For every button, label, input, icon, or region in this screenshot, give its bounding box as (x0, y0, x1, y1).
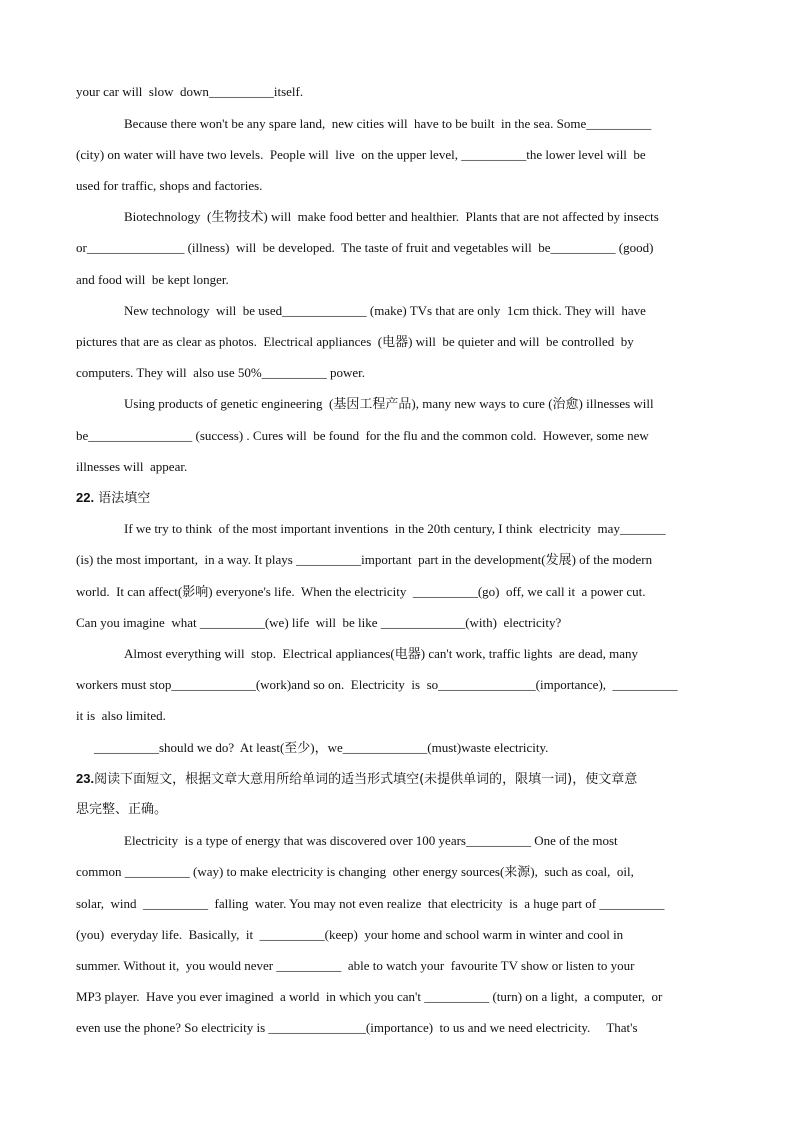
section-23-heading (76, 771, 637, 787)
passage-line: Electricity is a type of energy that was discovered over 100 years__________ One of the most (124, 833, 618, 848)
passage-line: New technology will be used_____________ (make) TVs that are only 1cm thick. They will have (124, 303, 646, 318)
passage-line: illnesses will appear. (76, 459, 188, 474)
passage-line: or_______________ (illness) will be developed. The taste of fruit and vegetables will be__________ (good) (76, 240, 654, 255)
passage-line: pictures that are as clear as photos. Electrical appliances (电器) will be quieter and will be controlled by (76, 334, 634, 349)
passage-line: world. It can affect(影响) everyone's life. When the electricity __________(go) off, we call it a power cut. (76, 584, 646, 599)
passage-line: Biotechnology (生物技术) will make food better and healthier. Plants that are not affected by insects (124, 209, 659, 224)
passage-line: solar, wind __________ falling water. You may not even realize that electricity is a huge part of __________ (76, 896, 665, 911)
section-22-heading (76, 490, 150, 506)
passage-line: your car will slow down__________itself. (76, 84, 304, 99)
passage-line: If we try to think of the most important inventions in the 20th century, I think electricity may_______ (124, 521, 666, 536)
question-title: 语法填空 (98, 491, 151, 506)
question-number: 23. (76, 771, 95, 786)
passage-line: workers must stop_____________(work)and so on. Electricity is so_______________(importance), __________ (76, 677, 678, 692)
passage-line: and food will be kept longer. (76, 272, 229, 287)
passage-line: computers. They will also use 50%__________ power. (76, 365, 365, 380)
passage-line: (city) on water will have two levels. People will live on the upper level, __________the lower level will be (76, 147, 646, 162)
passage-line: Using products of genetic engineering (基因工程产品), many new ways to cure (治愈) illnesses will (124, 396, 654, 411)
passage-line: it is also limited. (76, 708, 166, 723)
passage-line: be________________ (success) . Cures will be found for the flu and the common cold. However, some new (76, 428, 649, 443)
passage-line: Can you imagine what __________(we) life will be like _____________(with) electricity? (76, 615, 562, 630)
passage-line: even use the phone? So electricity is _______________(importance) to us and we need electricity. That's (76, 1020, 638, 1035)
passage-line: MP3 player. Have you ever imagined a world in which you can't __________ (turn) on a light, a computer, or (76, 989, 663, 1004)
question-number: 22. (76, 490, 95, 505)
passage-line: __________should we do? At least(至少)，we_____________(must)waste electricity. (94, 740, 549, 755)
passage-line: used for traffic, shops and factories. (76, 178, 263, 193)
passage-line: Because there won't be any spare land, new cities will have to be built in the sea. Some__________ (124, 116, 652, 131)
passage-line: Almost everything will stop. Electrical appliances(电器) can't work, traffic lights are dead, many (124, 646, 639, 661)
passage-line: common __________ (way) to make electricity is changing other energy sources(来源), such as coal, oil, (76, 864, 634, 879)
question-instructions-cont: 思完整、正确。 (76, 802, 168, 817)
passage-line: summer. Without it, you would never __________ able to watch your favourite TV show or listen to your (76, 958, 635, 973)
question-instructions: 阅读下面短文，根据文章大意用所给单词的适当形式填空(未提供单词的，限填一词)，使文章意 (94, 772, 638, 787)
passage-line: (is) the most important, in a way. It plays __________important part in the development(发展) of the modern (76, 552, 653, 567)
passage-line: (you) everyday life. Basically, it __________(keep) your home and school warm in winter and cool in (76, 927, 624, 942)
